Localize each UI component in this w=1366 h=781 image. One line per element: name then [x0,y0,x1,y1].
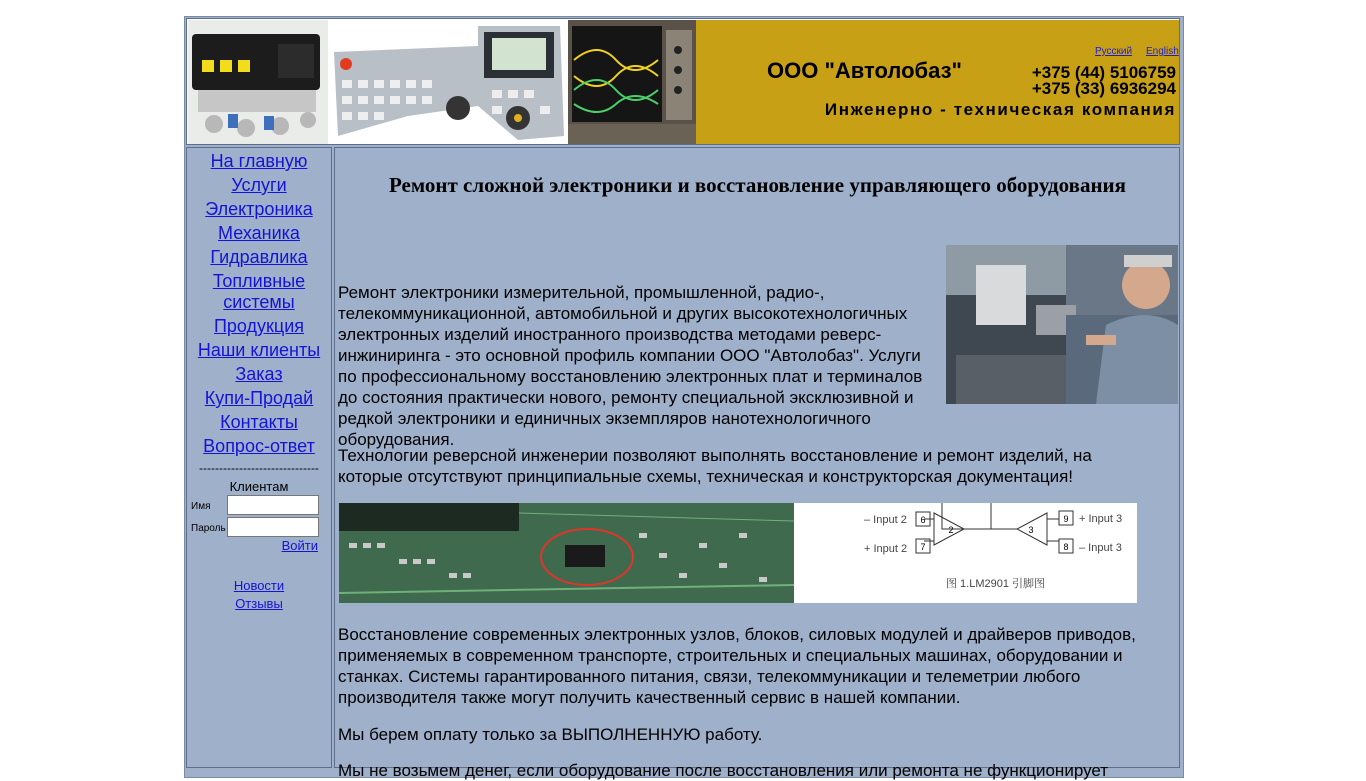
sidebar-divider: ------------------------------ [199,461,319,475]
nav-item-clients [187,340,331,361]
payment-paragraph: Мы берем оплату только за ВЫПОЛНЕННУЮ работу. [338,725,763,744]
valve-block-image [188,20,328,144]
nav-item-products [187,316,331,337]
nav-link-clients[interactable]: Наши клиенты [197,340,321,360]
pin-9-label: 9 [1063,514,1069,524]
nav-link-services[interactable]: Услуги [231,175,287,195]
main-nav [187,148,331,457]
nav-link-products[interactable]: Продукция [213,316,305,336]
circuit-board-photo [339,503,794,603]
main-content [334,147,1180,780]
lang-en-link[interactable]: English [1146,46,1179,57]
nav-item-mechanics [187,223,331,244]
phone-2: +375 (33) 6936294 [1031,79,1176,98]
technician-photo [946,245,1178,404]
control-panel-image [328,20,568,144]
login-button-wrap [187,538,331,553]
opamp-2-label: 2 [948,525,954,535]
company-name: ООО "Автолобаз" [767,58,962,83]
nav-item-order [187,364,331,385]
nav-link-mechanics[interactable]: Механика [218,223,300,243]
nav-link-home[interactable]: На главную [210,151,308,171]
input-3-plus-label: + Input 3 [1079,513,1123,525]
page-title: Ремонт сложной электроники и восстановление управляющего оборудования [388,173,1127,197]
input-3-minus-label: – Input 3 [1079,542,1122,554]
nav-link-electronics[interactable]: Электроника [205,199,313,219]
name-label: Имя [191,501,211,512]
restoration-paragraph: Восстановление современных электронных узлов, блоков, силовых модулей и драйверов приводов, применяемых в современном транспорте, строительных и специальных машинах, оборудовании и станках. Системы гарантированного питания, связи, телекоммуникации и телеметрии любого производителя также могут получить качественный сервис в нашей компании. [338,625,1136,707]
nav-item-services [187,175,331,196]
nav-item-fuel-systems [187,271,331,313]
nav-item-contacts [187,412,331,433]
nav-item-hydraulics [187,247,331,268]
header-banner [186,18,1180,145]
nav-item-faq [187,436,331,457]
oscilloscope-image [568,20,696,144]
lang-ru-link[interactable]: Русский [1095,46,1133,57]
nav-item-electronics [187,199,331,220]
nav-item-home [187,151,331,172]
nav-link-contacts[interactable]: Контакты [220,412,298,432]
input-2-plus-label: + Input 2 [864,543,908,555]
nav-link-order[interactable]: Заказ [235,364,283,384]
news-link[interactable]: Новости [233,578,285,593]
nav-link-hydraulics[interactable]: Гидравлика [210,247,308,267]
login-password-row [187,517,331,539]
pin-8-label: 8 [1063,542,1069,552]
opamp-3-label: 3 [1028,525,1034,535]
schematic-caption: 图 1.LM2901 引脚图 [946,578,1046,590]
nav-link-fuel-systems[interactable]: Топливные системы [212,271,306,312]
pin-6-label: 6 [920,515,926,525]
name-input[interactable] [227,495,319,515]
pin-7-label: 7 [920,542,926,552]
input-2-minus-label: – Input 2 [864,514,907,526]
nav-item-buy-sell [187,388,331,409]
password-input[interactable] [227,517,319,537]
company-info-panel [696,20,1179,144]
sidebar [186,147,332,768]
intro-paragraph: Ремонт электроники измерительной, промышленной, радио-, телекоммуникационной, автомобильной и других высокотехнологичных электронных изделий иностранного производства методами реверс-инжиниринга - это основной профиль компании ООО "Автолобаз". Услуги по профессиональному восстановлению электронных плат и терминалов до состояния практически нового, ремонту специальной эксклюзивной и редкой электроники и единичных экземпляров нанотехнологичного оборудования. [338,283,923,449]
phone-1: +375 (44) 5106759 [1031,63,1176,82]
company-tagline: Инженерно - техническая компания [824,100,1176,119]
tech-paragraph: Технологии реверсной инженерии позволяют выполнять восстановление и ремонт изделий, на которые отсутствуют принципиальные схемы, техническая и конструкторская документация! [338,446,1092,486]
nav-link-faq[interactable]: Вопрос-ответ [203,436,315,456]
guarantee-paragraph: Мы не возьмем денег, если оборудование после восстановления или ремонта не функционирует [338,761,1109,780]
login-title: Клиентам [229,479,289,494]
lm2901-pinout-diagram [794,503,1137,603]
login-button[interactable]: Войти [281,538,318,553]
login-name-row [187,495,331,517]
reviews-link[interactable]: Отзывы [235,596,283,611]
extra-links [187,577,331,613]
password-label: Пароль [191,523,226,534]
nav-link-buy-sell[interactable]: Купи-Продай [204,388,314,408]
